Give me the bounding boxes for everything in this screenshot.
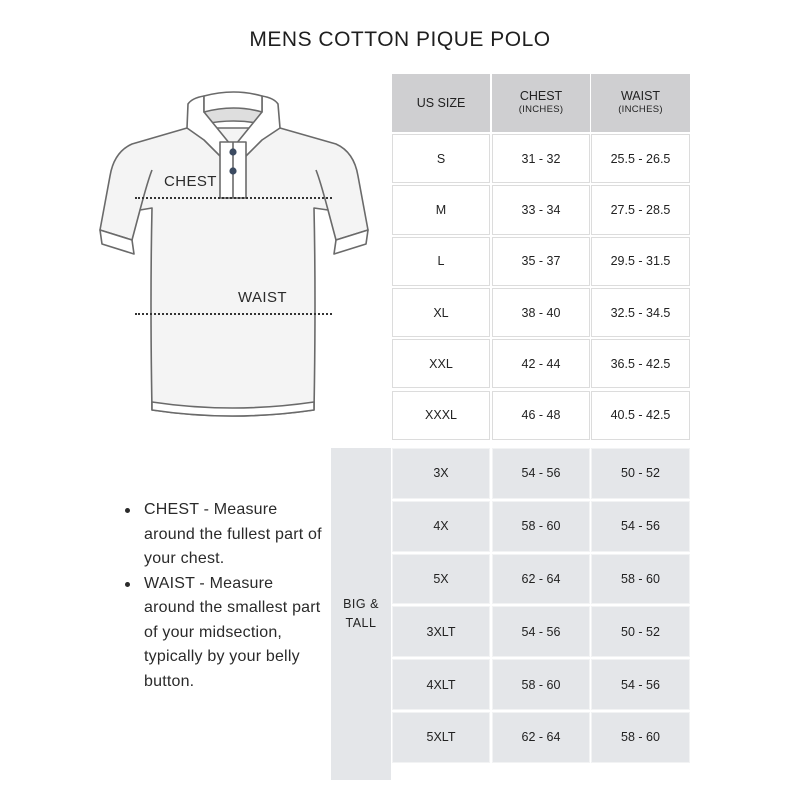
- big-tall-row-chest-cell: 58 - 60: [492, 501, 590, 552]
- header-waist-label: WAIST: [620, 89, 661, 103]
- header-chest: [492, 74, 590, 132]
- note-waist: [122, 572, 322, 695]
- header-size: [392, 74, 490, 132]
- header-waist-unit: (INCHES): [618, 104, 663, 115]
- standard-row-chest-cell: 35 - 37: [492, 237, 590, 286]
- polo-shirt-icon: [92, 80, 382, 430]
- waist-label: WAIST: [238, 289, 287, 306]
- big-tall-row-chest-cell: 54 - 56: [492, 606, 590, 657]
- standard-row-chest-cell: 42 - 44: [492, 339, 590, 388]
- big-tall-row-size-cell: 3X: [392, 448, 490, 499]
- chest-label: CHEST: [164, 173, 217, 190]
- big-tall-label-line2: TALL: [345, 616, 377, 630]
- big-tall-row-size-cell: 5XLT: [392, 712, 490, 763]
- waist-measure-line: [135, 313, 332, 315]
- header-size-label: US SIZE: [416, 96, 466, 110]
- big-tall-label: [331, 448, 391, 780]
- header-chest-unit: (INCHES): [518, 104, 564, 115]
- standard-row-chest-cell: 46 - 48: [492, 391, 590, 440]
- big-tall-row-chest-cell: 58 - 60: [492, 659, 590, 710]
- standard-row-size-cell: L: [392, 237, 490, 286]
- big-tall-row-size-cell: 4XLT: [392, 659, 490, 710]
- note-waist-text: WAIST - Measure around the smallest part of your midsection, typically by your belly button.: [144, 574, 321, 690]
- standard-row-waist-cell: 36.5 - 42.5: [591, 339, 690, 388]
- standard-row-waist-cell: 25.5 - 26.5: [591, 134, 690, 183]
- chest-measure-line: [135, 197, 332, 199]
- bullet-icon: [125, 582, 130, 587]
- big-tall-row-chest-cell: 62 - 64: [492, 554, 590, 605]
- big-tall-row-waist-cell: 50 - 52: [591, 448, 690, 499]
- header-waist: [591, 74, 690, 132]
- standard-row-chest-cell: 31 - 32: [492, 134, 590, 183]
- measurement-notes: [122, 498, 322, 694]
- big-tall-row-size-cell: 3XLT: [392, 606, 490, 657]
- standard-row-size-cell: XL: [392, 288, 490, 337]
- standard-row-size-cell: M: [392, 185, 490, 234]
- big-tall-label-line1: BIG &: [343, 597, 379, 611]
- standard-row-size-cell: XXL: [392, 339, 490, 388]
- bullet-icon: [125, 508, 130, 513]
- big-tall-row-waist-cell: 54 - 56: [591, 501, 690, 552]
- big-tall-row-waist-cell: 54 - 56: [591, 659, 690, 710]
- big-tall-row-size-cell: 5X: [392, 554, 490, 605]
- standard-row-size-cell: XXXL: [392, 391, 490, 440]
- standard-row-size-cell: S: [392, 134, 490, 183]
- header-chest-label: CHEST: [519, 89, 563, 103]
- big-tall-row-chest-cell: 54 - 56: [492, 448, 590, 499]
- standard-row-waist-cell: 27.5 - 28.5: [591, 185, 690, 234]
- note-chest-text: CHEST - Measure around the fullest part of your chest.: [144, 501, 322, 567]
- standard-row-chest-cell: 38 - 40: [492, 288, 590, 337]
- big-tall-row-size-cell: 4X: [392, 501, 490, 552]
- big-tall-row-chest-cell: 62 - 64: [492, 712, 590, 763]
- standard-row-waist-cell: 32.5 - 34.5: [591, 288, 690, 337]
- note-chest: [122, 498, 322, 572]
- big-tall-row-waist-cell: 58 - 60: [591, 554, 690, 605]
- page-title: MENS COTTON PIQUE POLO: [249, 28, 551, 51]
- standard-row-chest-cell: 33 - 34: [492, 185, 590, 234]
- big-tall-row-waist-cell: 50 - 52: [591, 606, 690, 657]
- big-tall-row-waist-cell: 58 - 60: [591, 712, 690, 763]
- standard-row-waist-cell: 40.5 - 42.5: [591, 391, 690, 440]
- standard-row-waist-cell: 29.5 - 31.5: [591, 237, 690, 286]
